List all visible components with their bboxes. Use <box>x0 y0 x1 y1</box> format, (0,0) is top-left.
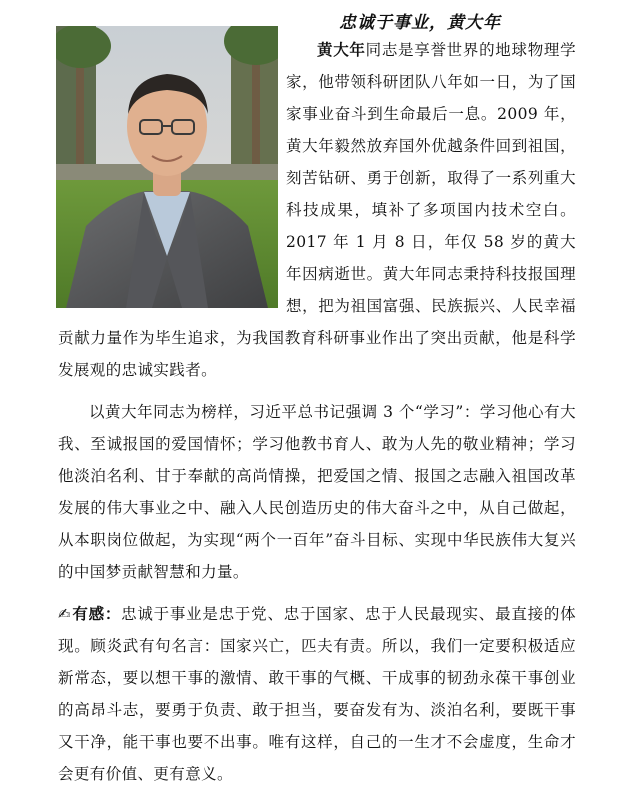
reflection-text: 忠诚于事业是忠于党、忠于国家、忠于人民最现实、最直接的体现。顾炎武有句名言：国家兴亡，匹夫有责。所以，我们一定要积极适应新常态，要以想干事的激情、敢干事的气概、干成事的韧劲永葆干事创业的高昂斗志，要勇于负责、敢于担当，要奋发有为、淡泊名利，要既干事又干净，能干事也要不出事。唯有这样，自己的一生才不会虚度，生命才会更有价值、更有意义。 <box>58 605 577 783</box>
article-title: 忠诚于事业，黄大年 <box>339 13 501 33</box>
pen-writing-icon: ✍ <box>58 605 71 623</box>
paragraph-reflection <box>58 598 576 790</box>
article-body <box>58 34 576 790</box>
person-name: 黄大年 <box>317 40 366 59</box>
paragraph-study: 以黄大年同志为榜样，习近平总书记强调 3 个“学习”：学习他心有大我、至诚报国的爱国情怀；学习他教书育人、敢为人先的敬业精神；学习他淡泊名利、甘于奉献的高尚情操，把爱国之情、报国之志融入祖国改革发展的伟大事业之中、融入人民创造历史的伟大奋斗之中，从自己做起，从本职岗位做起，为实现“两个一百年”奋斗目标、实现中华民族伟大复兴的中国梦贡献智慧和力量。 <box>58 403 576 581</box>
reflection-label: 有感： <box>71 604 122 623</box>
paragraph-intro-text: 同志是享誉世界的地球物理学家，他带领科研团队八年如一日，为了国家事业奋斗到生命最后一息。2009 年，黄大年毅然放弃国外优越条件回到祖国，刻苦钻研、勇于创新，取得了一系列重大科技成果，填补了多项国内技术空白。2017 年 1 月 8 日，年仅 58 岁的黄大年因病逝世。黄大年同志秉持科技报国理想，把为祖国富强、民族振兴、人民幸福贡献力量作为毕生追求，为我国教育科研事业作出了突出贡献，他是科学发展观的忠诚实践者。 <box>58 41 577 379</box>
